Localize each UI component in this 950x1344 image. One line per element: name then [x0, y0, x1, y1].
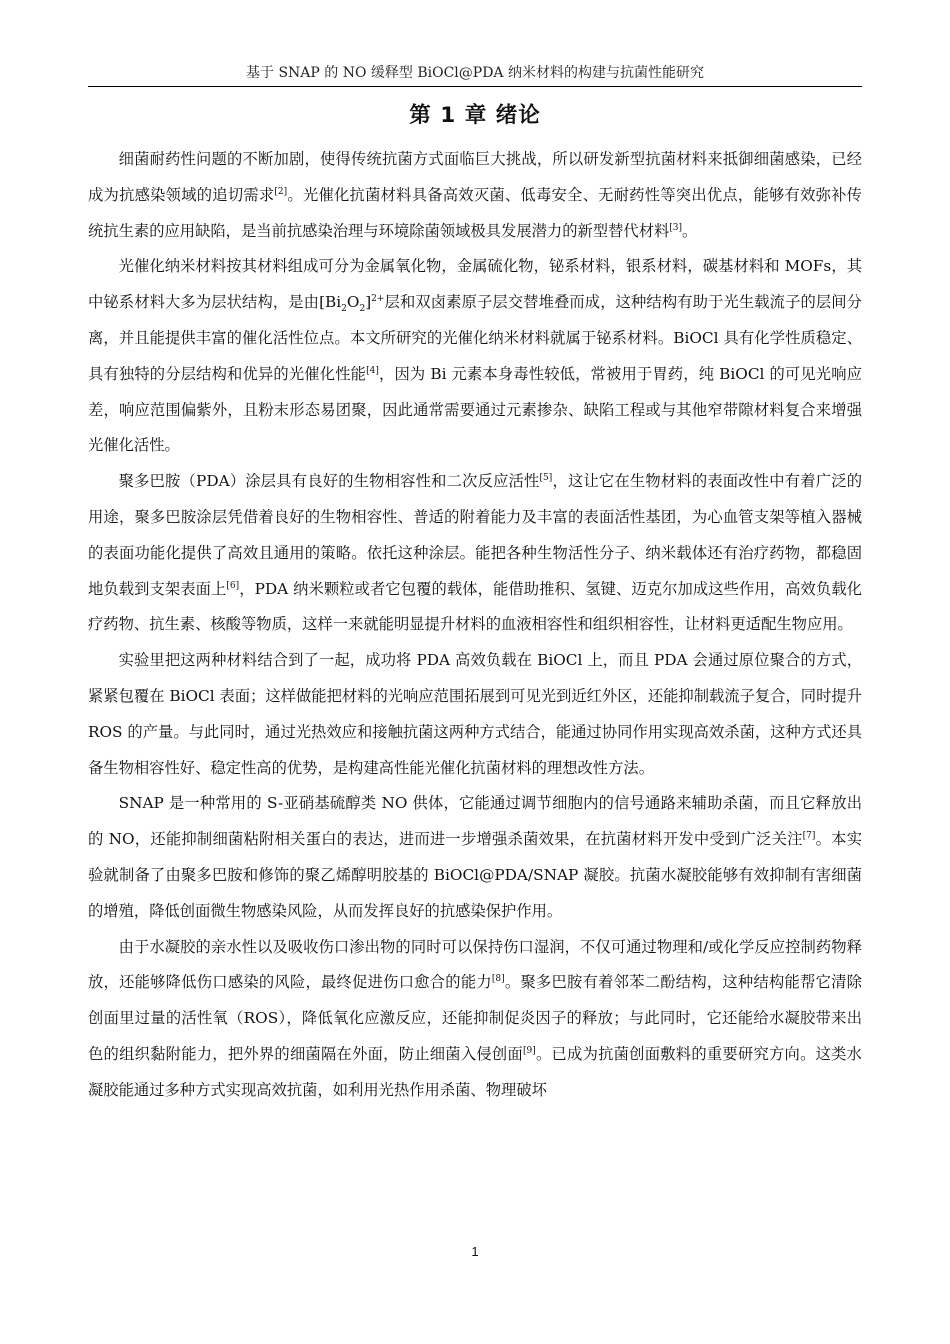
text-run: 光催化纳米材料按其材料组成可分为金属氧化物，金属硫化物，铋系材料，银系材料，碳基材料和 MOFs，其中铋系材料大多为层状结构，是由[Bi — [88, 257, 862, 312]
text-run: SNAP 是一种常用的 S-亚硝基硫醇类 NO 供体，它能通过调节细胞内的信号通路来辅助杀菌，而且它释放出的 NO，还能抑制细菌粘附相关蛋白的表达，进而进一步增强杀菌效果，在抗菌材料开发中受到广泛关注 — [88, 794, 862, 849]
paragraph-1 — [88, 142, 862, 249]
text-run: ] — [365, 293, 372, 312]
paragraph-5 — [88, 786, 862, 929]
citation: [2] — [274, 186, 288, 197]
text-run: 。已成为抗菌创面敷料的重要研究方向。这类水凝胶能通过多种方式实现高效抗菌，如利用光热作用杀菌、物理破坏 — [88, 1044, 862, 1099]
text-run: 。光催化抗菌材料具备高效灭菌、低毒安全、无耐药性等突出优点，能够有效弥补传统抗生素的应用缺陷，是当前抗感染治理与环境除菌领域极具发展潜力的新型替代材料 — [88, 185, 862, 240]
paragraph-6 — [88, 930, 862, 1109]
body-text — [88, 142, 862, 1109]
text-run: 层和双卤素原子层交替堆叠而成，这种结构有助于光生载流子的层间分离，并且能提供丰富的催化活性位点。本文所研究的光催化纳米材料就属于铋系材料。BiOCl 具有化学性质稳定、具有独特的分层结构和优异的光催化性能 — [88, 293, 862, 383]
text-run: O — [346, 293, 360, 312]
text-run: 聚多巴胺（PDA）涂层具有良好的生物相容性和二次反应活性 — [118, 472, 540, 491]
text-run: 。本实验就制备了由聚多巴胺和修饰的聚乙烯醇明胶基的 BiOCl@PDA/SNAP 凝胶。抗菌水凝胶能够有效抑制有害细菌的增殖，降低创面微生物感染风险，从而发挥良好的抗感染保护作用。 — [88, 830, 862, 920]
text-run: 。聚多巴胺有着邻苯二酚结构，这种结构能帮它清除创面里过量的活性氧（ROS），降低氧化应激反应，还能抑制促炎因子的释放；与此同时，它还能给水凝胶带来出色的组织黏附能力，把外界的细菌隔在外面，防止细菌入侵创面 — [88, 973, 862, 1063]
page-number: 1 — [471, 1244, 479, 1259]
text-run: 实验里把这两种材料结合到了一起，成功将 PDA 高效负载在 BiOCl 上，而且 PDA 会通过原位聚合的方式，紧紧包覆在 BiOCl 表面；这样做能把材料的光响应范围拓展到可见光到近红外区，还能抑制载流子复合，同时提升 ROS 的产量。与此同时，通过光热效应和接触抗菌这两种方式结合，能通过协同作用实现高效杀菌，这种方式还具备生物相容性好、稳定性高的优势，是构建高性能光催化抗菌材料的理想改性方法。 — [88, 651, 862, 777]
running-header — [88, 62, 862, 87]
citation: [8] — [491, 974, 505, 985]
text-run: 由于水凝胶的亲水性以及吸收伤口渗出物的同时可以保持伤口湿润，不仅可通过物理和/或化学反应控制药物释放，还能够降低伤口感染的风险，最终促进伤口愈合的能力 — [88, 937, 862, 992]
citation: [9] — [522, 1045, 536, 1056]
paragraph-2 — [88, 249, 862, 464]
text-run: ，因为 Bi 元素本身毒性较低，常被用于胃药，纯 BiOCl 的可见光响应差，响应范围偏紫外，且粉末形态易团聚，因此通常需要通过元素掺杂、缺陷工程或与其他窄带隙材料复合来增强光催化活性。 — [88, 364, 862, 455]
text-run: 细菌耐药性问题的不断加剧，使得传统抗菌方式面临巨大挑战，所以研发新型抗菌材料来抵御细菌感染，已经成为抗感染领域的追切需求 — [88, 150, 862, 204]
chapter-title: 第 1 章 绪论 — [409, 103, 541, 128]
running-header-text: 基于 SNAP 的 NO 缓释型 BiOCl@PDA 纳米材料的构建与抗菌性能研究 — [246, 65, 704, 81]
paragraph-4 — [88, 643, 862, 786]
citation: [3] — [669, 222, 683, 233]
citation: [7] — [802, 831, 816, 842]
text-run: ，PDA 纳米颗粒或者它包覆的载体，能借助推积、氢键、迈克尔加成这些作用，高效负载化疗药物、抗生素、核酸等物质，这样一来就能明显提升材料的血液相容性和组织相容性，让材料更适配生物应用。 — [88, 579, 862, 634]
superscript: 2+ — [371, 294, 385, 305]
text-run: 。 — [682, 221, 698, 240]
subscript: 2 — [359, 304, 366, 315]
subscript: 2 — [341, 304, 347, 315]
paragraph-3 — [88, 464, 862, 643]
citation: [4] — [366, 365, 379, 376]
text-run: ，这让它在生物材料的表面改性中有着广泛的用途，聚多巴胺涂层凭借着良好的生物相容性、普适的附着能力及丰富的表面活性基团，为心血管支架等植入器械的表面功能化提供了高效且通用的策略。依托这种涂层。能把各种生物活性分子、纳米载体还有治疗药物，都稳固地负载到支架表面上 — [88, 472, 862, 598]
citation: [5] — [539, 473, 553, 484]
citation: [6] — [226, 580, 240, 591]
